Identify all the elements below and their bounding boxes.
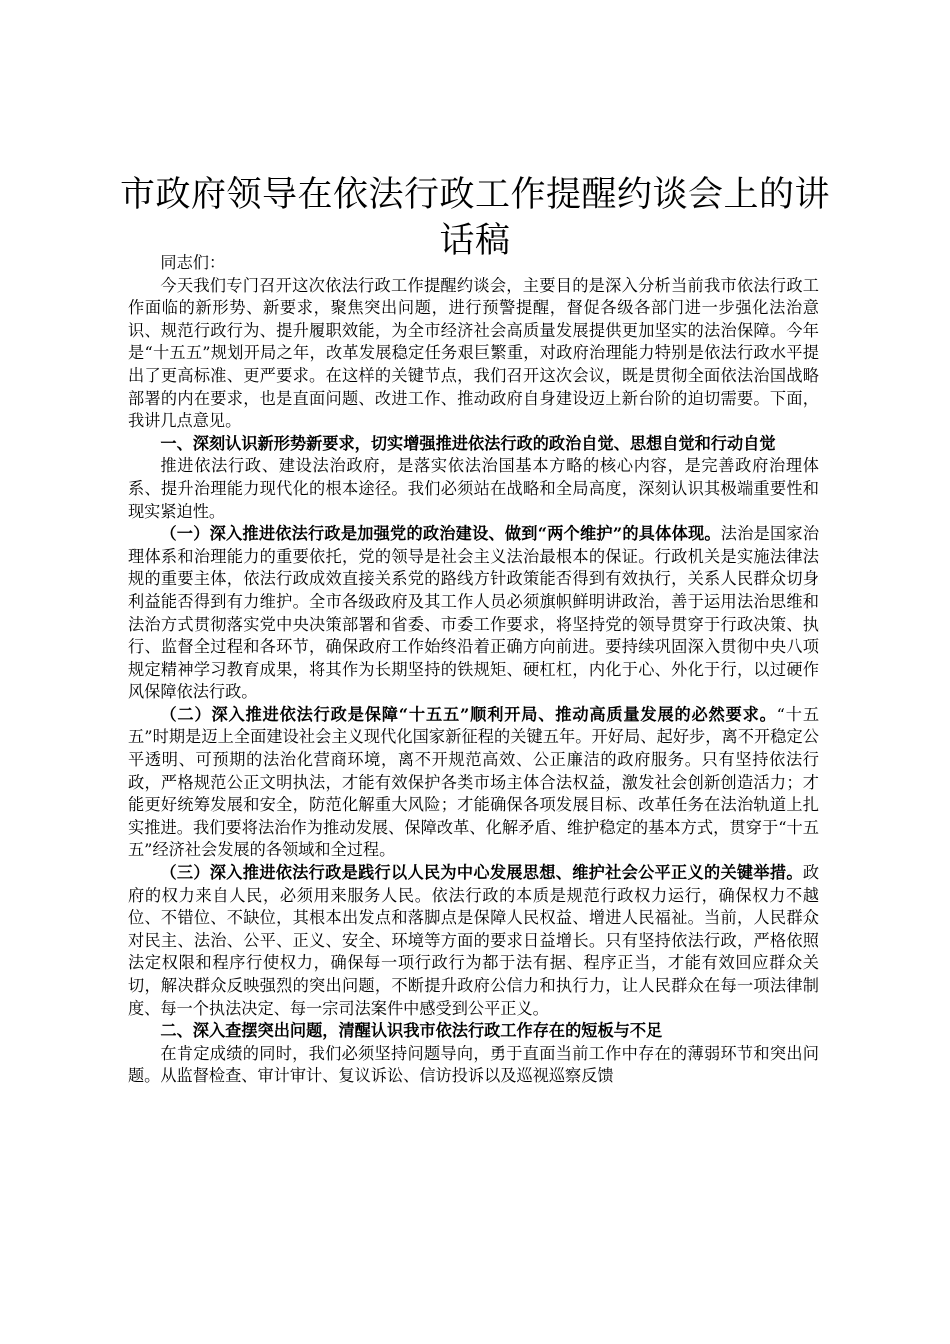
- section-1-item-3: [128, 862, 819, 1020]
- section-1-item-2: [128, 704, 819, 862]
- greeting: 同志们：: [160, 253, 226, 272]
- section-1-heading: 一、深刻认识新形势新要求，切实增强推进依法行政的政治自觉、思想自觉和行动自觉: [160, 433, 776, 453]
- item-3-lead: （三）深入推进依法行政是践行以人民为中心发展思想、维护社会公平正义的关键举措。: [160, 863, 803, 883]
- document-body: [128, 252, 819, 1088]
- item-2-body: “十五五”时期是迈上全面建设社会主义现代化国家新征程的关键五年。开好局、起好步，离不开稳定公平透明、可预期的法治化营商环境，离不开规范高效、公正廉洁的政府服务。只有坚持依法行政，严格规范公正文明执法，才能有效保护各类市场主体合法权益，激发社会创新创造活力；才能更好统筹发展和安全，防范化解重大风险；才能确保各项发展目标、改革任务在法治轨道上扎实推进。我们要将法治作为推动发展、保障改革、化解矛盾、维护稳定的基本方式，贯穿于“十五五”经济社会发展的各领域和全过程。: [128, 704, 820, 860]
- item-3-body: 政府的权力来自人民，必须用来服务人民。依法行政的本质是规范行政权力运行，确保权力不越位、不错位、不缺位，其根本出发点和落脚点是保障人民权益、增进人民福祉。当前，人民群众对民主、法治、公平、正义、安全、环境等方面的要求日益增长。只有坚持依法行政，严格依照法定权限和程序行使权力，确保每一项行政行为都于法有据、程序正当，才能有效回应群众关切，解决群众反映强烈的突出问题，不断提升政府公信力和执行力，让人民群众在每一项法律制度、每一个执法决定、每一宗司法案件中感受到公平正义。: [128, 863, 819, 1018]
- section-2-paragraph: 在肯定成绩的同时，我们必须坚持问题导向，勇于直面当前工作中存在的薄弱环节和突出问题。从监督检查、审计审计、复议诉讼、信访投诉以及巡视巡察反馈: [128, 1043, 819, 1086]
- section-1-paragraph: 推进依法行政、建设法治政府，是落实依法治国基本方略的核心内容，是完善政府治理体系、提升治理能力现代化的根本途径。我们必须站在战略和全局高度，深刻认识其极端重要性和现实紧迫性。: [128, 456, 819, 521]
- item-1-lead: （一）深入推进依法行政是加强党的政治建设、做到“两个维护”的具体体现。: [160, 524, 721, 544]
- section-1-item-1: [128, 523, 819, 704]
- item-1-body: 法治是国家治理体系和治理能力的重要依托，党的领导是社会主义法治最根本的保证。行政机关是实施法律法规的重要主体，依法行政成效直接关系党的路线方针政策能否得到有效执行，关系人民群众切身利益能否得到有力维护。全市各级政府及其工作人员必须旗帜鲜明讲政治，善于运用法治思维和法治方式贯彻落实党中央决策部署和省委、市委工作要求，将坚持党的领导贯穿于行政决策、执行、监督全过程和各环节，确保政府工作始终沿着正确方向前进。要持续巩固深入贯彻中央八项规定精神学习教育成果，将其作为长期坚持的铁规矩、硬杠杠，内化于心、外化于行，以过硬作风保障依法行政。: [128, 524, 820, 702]
- item-2-lead: （二）深入推进依法行政是保障“十五五”顺利开局、推动高质量发展的必然要求。: [160, 704, 777, 724]
- intro-paragraph: 今天我们专门召开这次依法行政工作提醒约谈会，主要目的是深入分析当前我市依法行政工作面临的新形势、新要求，聚焦突出问题，进行预警提醒，督促各级各部门进一步强化法治意识、规范行政行为、提升履职效能，为全市经济社会高质量发展提供更加坚实的法治保障。今年是“十五五”规划开局之年，改革发展稳定任务艰巨繁重，对政府治理能力特别是依法行政水平提出了更高标准、更严要求。在这样的关键节点，我们召开这次会议，既是贯彻全面依法治国战略部署的内在要求，也是直面问题、改进工作、推动政府自身建设迈上新台阶的迫切需要。下面，我讲几点意见。: [128, 275, 819, 431]
- section-2-heading: 二、深入查摆突出问题，清醒认识我市依法行政工作存在的短板与不足: [160, 1021, 663, 1041]
- title-line-2: 话稿: [439, 221, 511, 261]
- document-title: [0, 172, 950, 264]
- title-line-1: 市政府领导在依法行政工作提醒约谈会上的讲: [119, 175, 830, 215]
